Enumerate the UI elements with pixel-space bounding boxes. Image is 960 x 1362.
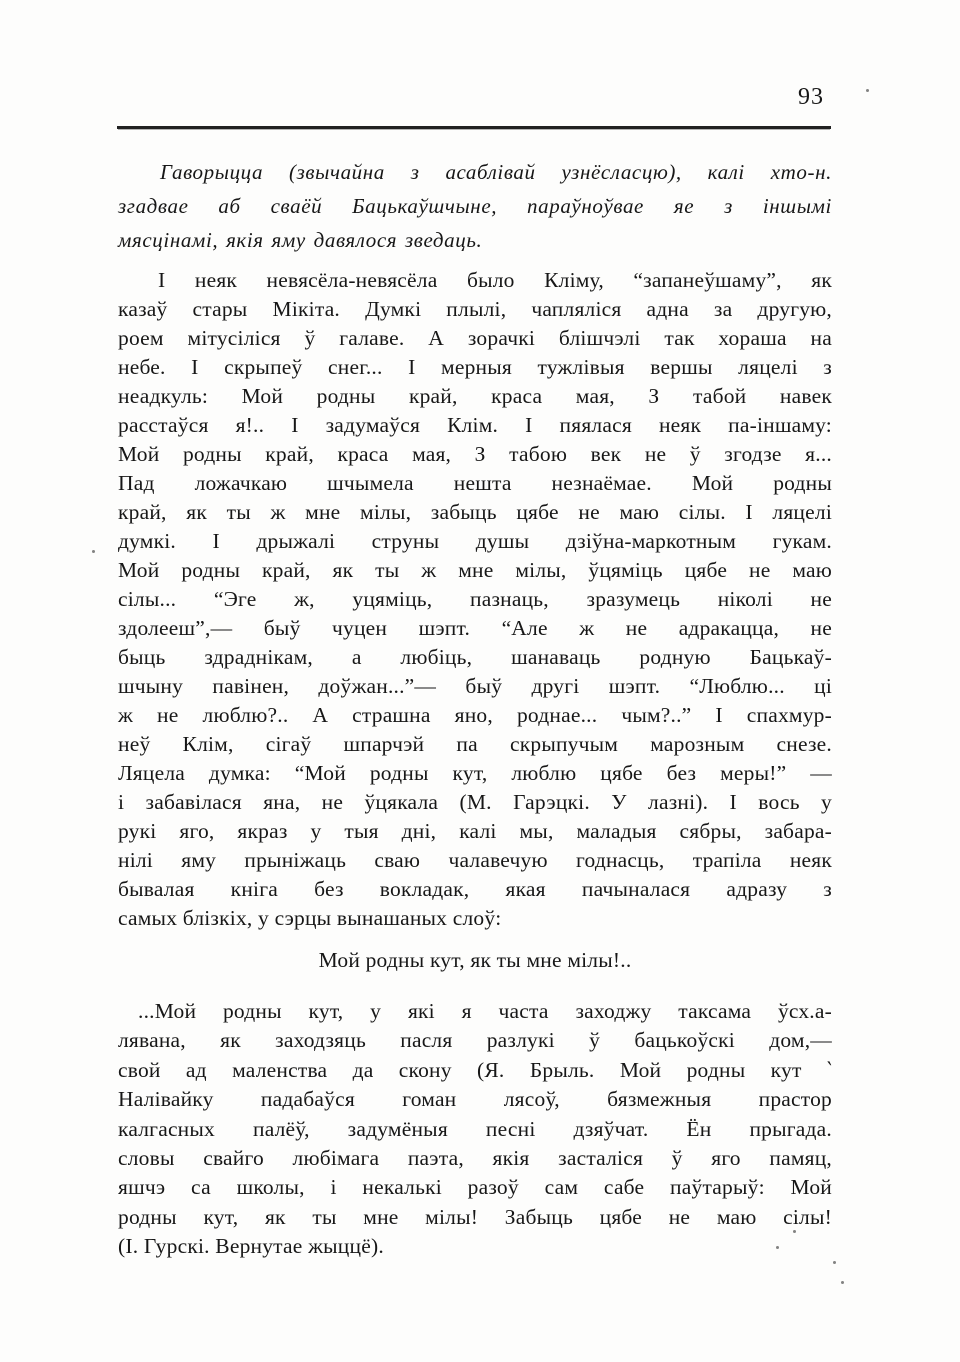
page-number: 93 bbox=[798, 84, 824, 110]
text-line: (І. Гурскі. Вернутае жыццё). bbox=[118, 1234, 384, 1259]
text-line: згадвае аб сваёй Бацькаўшчыне, параўноўвае яе з іншымі bbox=[118, 194, 832, 218]
text-line: Мой родны край, краса мая, З табою век не ў згодзе я... bbox=[118, 442, 832, 466]
text-line: край, як ты ж мне мілы, забыць цябе не маю сілы. І ляцелі bbox=[118, 500, 832, 524]
text-line: І неяк невясёла-невясёла было Кліму, “запанеўшаму”, як bbox=[158, 268, 832, 292]
text-line: шчыну павінен, доўжан...”— быў другі шэпт. “Люблю... ці bbox=[118, 674, 832, 698]
scan-speckle bbox=[776, 1246, 779, 1249]
text-line: калгасных палёў, задумёныя песні дзяўчат. Ён прыгада. bbox=[118, 1116, 832, 1141]
scan-speckle bbox=[866, 89, 869, 92]
intro-paragraph bbox=[118, 155, 832, 257]
scan-speckle bbox=[793, 1230, 796, 1233]
text-line: казаў стары Мікіта. Думкі плылі, чапляліся адна за другую, bbox=[118, 297, 832, 321]
text-line: Налівайку падабаўся гоман лясоў, бязмежныя прастор bbox=[118, 1087, 832, 1112]
text-line: самых блізкіх, у сэрцы вынашаных слоў: bbox=[118, 906, 502, 930]
closing-paragraph bbox=[118, 997, 832, 1262]
text-line: ж не люблю?.. А страшна яно, роднае... чым?..” І спахмур- bbox=[118, 703, 832, 727]
text-line: бывалая кніга без вокладак, якая пачыналася адразу з bbox=[118, 877, 832, 901]
text-line: роем мітусіліся ў галаве. А зорачкі блішчэлі так хораша на bbox=[118, 326, 832, 350]
text-line: ...Мой родны кут, у які я часта заходжу таксама ўсх.а- bbox=[138, 999, 832, 1023]
scan-speckle bbox=[841, 1281, 844, 1284]
text-line: сілы... “Эге ж, уцяміць, пазнаць, зразумець ніколі не bbox=[118, 587, 832, 611]
text-line: яшчэ са школы, і некалькі разоў сам сабе паўтарыў: Мой bbox=[118, 1175, 832, 1200]
text-line: быць здраднікам, а любіць, шанаваць родную Бацькаў- bbox=[118, 645, 832, 669]
text-line: неадкуль: Мой родны край, краса мая, З табой навек bbox=[118, 384, 832, 408]
text-line: думкі. І дрыжалі струны душы дзіўна-маркотным гукам. bbox=[118, 529, 832, 553]
text-line: і забавілася яна, не ўцякала (М. Гарэцкі. У лазні). І вось у bbox=[118, 790, 832, 814]
text-line: расстаўся я!.. І задумаўся Клім. І пяялася неяк па-іншаму: bbox=[118, 413, 832, 437]
text-line: небе. І скрыпеў снег... І мерныя тужлівыя вершы ляцелі з bbox=[118, 355, 832, 379]
text-line: нілі яму прыніжаць сваю чалавечую годнасць, трапіла неяк bbox=[118, 848, 832, 872]
text-line: лявана, як заходзяць пасля разлукі ў бацькоўскі дом,— bbox=[118, 1028, 832, 1053]
text-line: здолееш”,— быў чуцен шэпт. “Але ж не адракацца, не bbox=[118, 616, 832, 640]
text-line: словы свайго любімага паэта, якія засталіся ў яго памяц, bbox=[118, 1146, 832, 1171]
scan-speckle bbox=[92, 550, 95, 553]
text-line: свой ад маленства да скону (Я. Брыль. Мой родны кут ‵ bbox=[118, 1057, 832, 1082]
text-line: неў Клім, сігаў шпарчэй па скрыпучым марозным снезе. bbox=[118, 732, 832, 756]
text-line: Ляцела думка: “Мой родны кут, люблю цябе без меры!” — bbox=[118, 761, 832, 785]
text-line: мясцінамі, якія яму давялося зведаць. bbox=[118, 228, 483, 252]
text-line: Мой родны край, як ты ж мне мілы, ўцяміць цябе не маю bbox=[118, 558, 832, 582]
header-rule bbox=[117, 126, 831, 129]
text-line: Пад ложачкаю шчымела нешта незнаёмае. Мой родны bbox=[118, 471, 832, 495]
text-line: рукі яго, якраз у тыя дні, калі мы, маладыя сябры, забара- bbox=[118, 819, 832, 843]
verse-line: Мой родны кут, як ты мне мілы!.. bbox=[318, 948, 632, 972]
text-line: Гаворыцца (звычайна з асаблівай узнёсласцю), калі хто-н. bbox=[160, 160, 832, 184]
text-line: родны кут, як ты мне мілы! Забыць цябе не маю сілы! bbox=[118, 1204, 832, 1229]
main-paragraph bbox=[118, 266, 832, 933]
scan-speckle bbox=[833, 1261, 836, 1264]
